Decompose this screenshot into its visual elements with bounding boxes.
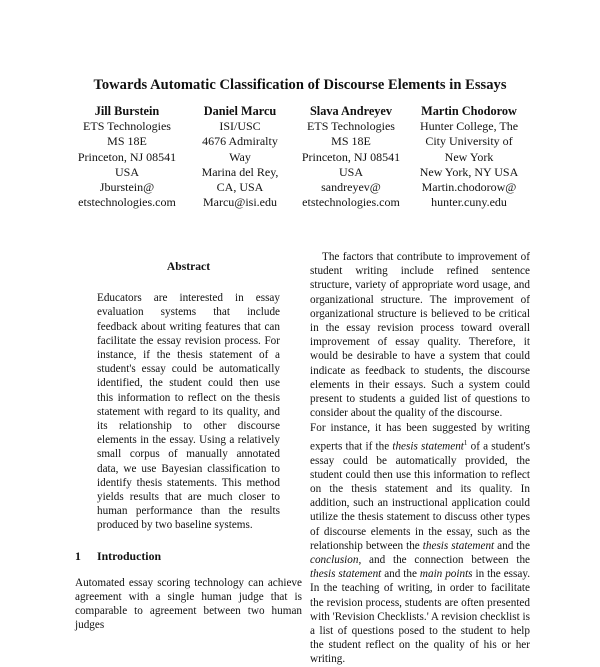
body-text: For instance, it has been suggested by writing experts that if the	[310, 422, 530, 453]
author-address: CA, USA	[216, 180, 264, 195]
author-address: MS 18E	[331, 134, 371, 149]
author-chodorow	[410, 104, 528, 210]
author-marcu	[187, 104, 293, 210]
author-affiliation: ISI/USC	[219, 119, 261, 134]
author-address: Marina del Rey,	[201, 164, 279, 179]
author-address: USA	[338, 164, 363, 179]
emphasis-term: thesis statement	[392, 440, 464, 453]
author-email: Jburstein@	[99, 180, 155, 195]
author-name: Daniel Marcu	[203, 104, 277, 118]
author-burstein	[72, 104, 182, 210]
body-text: and the	[381, 568, 420, 581]
abstract-heading: Abstract	[166, 260, 211, 273]
author-address: Princeton, NJ 08541	[301, 149, 401, 164]
author-affiliation: ETS Technologies	[83, 119, 171, 134]
section-number: 1	[75, 548, 81, 563]
author-name: Jill Burstein	[94, 104, 160, 118]
right-column	[310, 250, 530, 667]
paper-title: Towards Automatic Classification of Discourse Elements in Essays	[93, 77, 507, 93]
abstract-text: Educators are interested in essay evaluation systems that include feedback about writing features that can facilitate the essay revision process. For instance, if the thesis statement of a student's essay could be automatically identified, the student could then use this information to reflect on the thesis statement with regard to its quality, and its relationship to other discourse elements in the essay. Using a relatively small corpus of manually annotated data, we use Bayesian classification to identify thesis statements. This method yields results that are much closer to human performance than the results produced by two baseline systems.	[97, 292, 280, 532]
author-address: New York, NY USA	[419, 164, 519, 179]
author-affiliation: City University of	[425, 134, 513, 149]
introduction-text: Automated essay scoring technology can achieve agreement with a single human judge that is comparable to agreement between two human judges	[75, 576, 302, 632]
author-address: 4676 Admiralty	[202, 134, 278, 149]
author-email: sandreyev@	[321, 180, 381, 195]
author-affiliation: Hunter College, The	[419, 119, 519, 134]
author-name: Slava Andreyev	[309, 104, 393, 118]
body-text: in the essay. In the teaching of writing, in order to facilitate the revision process, students are often presented with 'Revision Checklists.' A revision checklist is a list of questions posed to the student to help the student reflect on the quality of his or her writing.	[310, 568, 531, 666]
body-text: of a student's essay could be automatically provided, the student could then use this information to reflect on the thesis statement and its quality. In addition, such an instructional application could utilize the thesis statement to discuss other types of discourse elements in the essay, such as the relationship between the	[310, 440, 530, 552]
emphasis-term: thesis statement	[422, 539, 495, 552]
body-text: , and the connection between the	[358, 554, 530, 566]
author-affiliation: New York	[444, 149, 494, 164]
author-andreyev	[294, 104, 408, 210]
body-text: and the	[494, 539, 530, 552]
body-paragraph	[310, 421, 530, 666]
author-email: Martin.chodorow@	[421, 180, 517, 195]
footnote-marker: 1	[463, 438, 468, 447]
author-affiliation: ETS Technologies	[307, 119, 395, 134]
author-email: hunter.cuny.edu	[431, 195, 507, 210]
author-address: Way	[229, 149, 251, 164]
left-column	[75, 260, 302, 633]
section-title: Introduction	[97, 548, 162, 563]
author-email: Marcu@isi.edu	[202, 195, 278, 210]
author-email: etstechnologies.com	[302, 195, 400, 210]
emphasis-term: conclusion	[310, 554, 359, 566]
author-name: Martin Chodorow	[421, 104, 517, 118]
emphasis-term: main points	[419, 568, 473, 581]
section-heading	[75, 549, 302, 563]
body-paragraph: The factors that contribute to improvement of student writing include refined sentence structure, variety of appropriate word usage, and organizational structure. The improvement of organizational structure is believed to be critical in the essay revision process toward overall improvement of essay quality. Therefore, it would be desirable to have a system that could indicate as feedback to students, the discourse elements in their essays. Such a system could present to students a guided list of questions to consider about the quality of the discourse.	[310, 251, 530, 420]
author-address: MS 18E	[107, 134, 147, 149]
author-address: Princeton, NJ 08541	[77, 149, 177, 164]
author-email: etstechnologies.com	[78, 195, 176, 210]
author-address: USA	[114, 164, 139, 179]
author-block	[70, 104, 530, 214]
emphasis-term: thesis statement	[310, 568, 382, 581]
